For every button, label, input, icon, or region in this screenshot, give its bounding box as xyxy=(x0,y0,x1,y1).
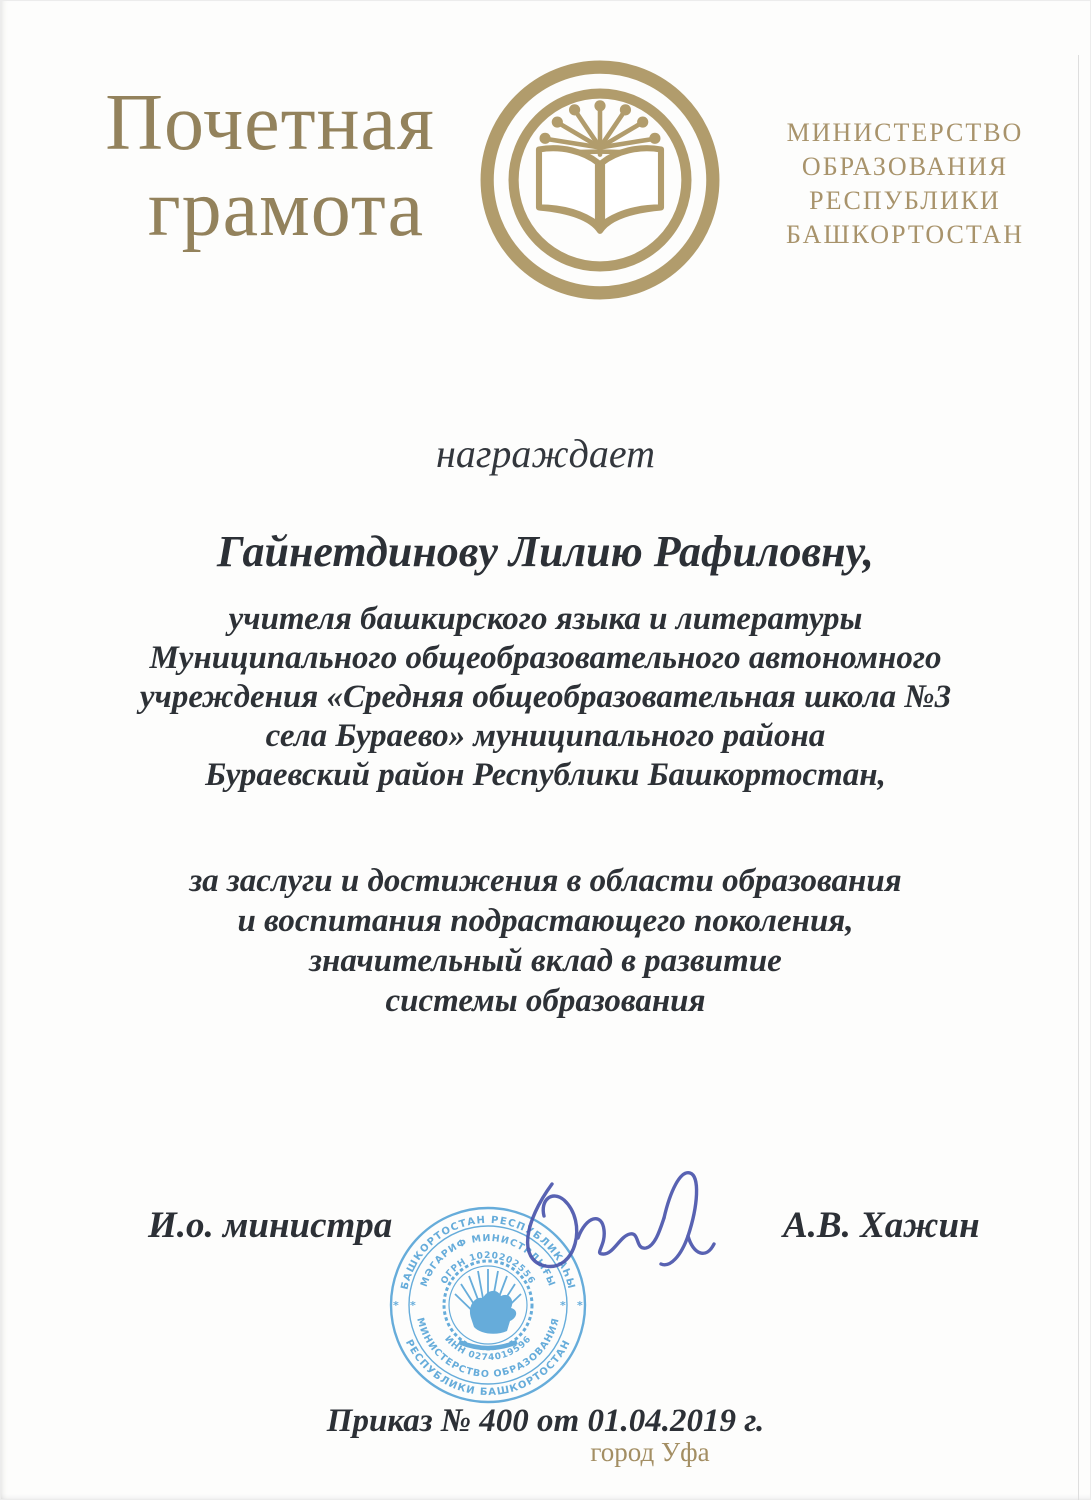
merit-text xyxy=(0,861,1091,1021)
star-separator-icon: * xyxy=(577,1299,583,1312)
ribbon xyxy=(459,1342,517,1348)
ministry-line: РЕСПУБЛИКИ xyxy=(809,186,1001,215)
star-separator-icon: * xyxy=(393,1299,399,1312)
description-line: села Бураево» муниципального района xyxy=(265,718,826,754)
ministry-name-block xyxy=(742,116,1068,252)
merit-line: за заслуги и достижения в области образования xyxy=(189,863,902,899)
description-line: Бураевский район Республики Башкортостан, xyxy=(205,757,886,793)
order-line: Приказ № 400 от 01.04.2019 г. xyxy=(326,1403,765,1439)
minister-signature-icon xyxy=(500,1164,725,1294)
merit-line: системы образования xyxy=(385,983,706,1019)
merit-line: и воспитания подрастающего поколения, xyxy=(237,903,854,939)
ministry-book-kurai-emblem-icon xyxy=(478,58,722,302)
description-line: учителя башкирского языка и литературы xyxy=(228,601,863,637)
description-line: учреждения «Средняя общеобразовательная школа №3 xyxy=(139,679,952,715)
stamp-ring3-top-text: ОГРН 1020202556 xyxy=(439,1250,537,1287)
stamp-ring2-top-text: МӘГАРИФ МИНИСТРЛЫҒЫ xyxy=(418,1232,558,1289)
signer-title: И.о. министра xyxy=(148,1205,393,1246)
stamp-ring3-bottom-text: ИНН 0274019596 xyxy=(442,1334,534,1364)
stamp-ring2-bottom-text: МИНИСТЕРСТВО ОБРАЗОВАНИЯ xyxy=(414,1316,562,1381)
stamp-ring1-bottom-text: РЕСПУБЛИКИ БАШКОРТОСТАН xyxy=(402,1337,574,1399)
signer-name: А.В. Хажин xyxy=(783,1205,980,1246)
title-line-2: грамота xyxy=(147,165,425,253)
open-book xyxy=(539,148,661,231)
city-line: город Уфа xyxy=(590,1437,710,1467)
ministry-line: МИНИСТЕРСТВО xyxy=(786,118,1024,147)
certificate-title xyxy=(58,80,482,252)
title-line-1: Почетная xyxy=(105,79,435,167)
merit-line: значительный вклад в развитие xyxy=(309,943,782,979)
description-line: Муниципального общеобразовательного автономного xyxy=(149,640,942,676)
recipient-name: Гайнетдинову Лилию Рафиловну, xyxy=(217,527,874,576)
star-separator-icon: * xyxy=(560,1299,566,1312)
recipient-description xyxy=(0,600,1091,795)
star-separator-icon: * xyxy=(410,1299,416,1312)
ministry-line: БАШКОРТОСТАН xyxy=(786,220,1024,249)
stamp-ring1-top-text: БАШКОРТОСТАН РЕСПУБЛИКАҺЫ xyxy=(399,1214,577,1291)
awards-label: награждает xyxy=(435,431,655,476)
ministry-line: ОБРАЗОВАНИЯ xyxy=(801,152,1009,181)
